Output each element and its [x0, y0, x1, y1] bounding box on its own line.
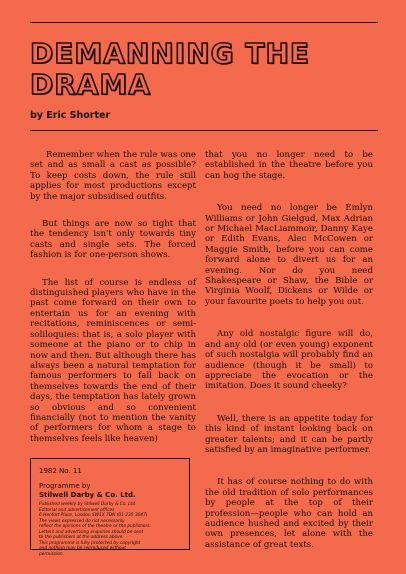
- byline-rule: [30, 130, 378, 131]
- paragraph: The list of course is endless of distinguished players who have in the past come forward on their own to entertain us for an evening with recitations, reminiscences or semi-soliloquies: that is, a solo player with someone at the piano or to chip in now and then. But although there has always been a natural temptation for famous performers to fall back on themselves towards the end of their days, the temptation has lately grown so obvious and so convenient financially (not to mention the vanity of performers for whom a stage to themselves feels like heaven): [30, 277, 196, 444]
- fine-print-line: Published weekly by Stilwell Darby & Co. Ltd.: [39, 502, 137, 507]
- fine-print-line: Letters and advertising enquiries should be sent: [39, 529, 144, 535]
- fine-print-line: to the publishers at the address above.: [39, 535, 124, 540]
- fine-print-line: Editorial and advertisement offices: [39, 507, 115, 513]
- issue-number: 1982 No. 11: [39, 467, 82, 475]
- fine-print-line: reflect the opinions of the theatre or the publishers.: [39, 524, 151, 529]
- paragraph: that you no longer need to be established in the theatre before you can hog the stage.: [205, 150, 373, 181]
- title-line-2: DRAMA: [30, 68, 152, 101]
- fine-print: [39, 502, 181, 557]
- left-column: [30, 150, 196, 461]
- title-line-1: DEMANNING THE: [30, 37, 311, 70]
- paragraph: It has of course nothing to do with the old tradition of solo performances by people at the top of their profession—people who can hold an audience hushed and excited by their own presences, let alone with the assistance of great texts.: [205, 477, 373, 550]
- paragraph: Remember when the rule was one set and as small a cast as possible? To keep costs down, the rule still applies for most productions except by the major subsidised outfits.: [30, 150, 196, 202]
- paragraph: Well, there is an appetite today for this kind of instant looking back on greater talents; and it can be partly satisfied by an imaginative performer.: [205, 413, 373, 455]
- paragraph: But things are now so tight that the tendency isn't only towards tiny casts and single sets. The forced fashion is for one-person shows.: [30, 219, 196, 261]
- paragraph: Any old nostalgic figure will do, and any old (or even young) exponent of such nostalgia will probably find an audience (though it be small) to appreciate the evocation or the imitation. Does it sound cheeky?: [205, 329, 373, 392]
- right-column: [205, 150, 373, 572]
- fine-print-line: permission.: [39, 551, 64, 557]
- top-rule: [30, 22, 378, 23]
- fine-print-line: and nothing may be reproduced without: [39, 546, 126, 551]
- imprint-box: [30, 458, 190, 557]
- fine-print-line: The views expressed do not necessarily: [39, 518, 125, 524]
- paragraph: You need no longer be Emlyn Williams or John Gielgud, Max Adrian or Michael MacLiammoir, Danny Kaye or Edith Evans, Alec McCowen or Maggie Smith, before you can come forward alone to divert us for an evening. Nor do you need Shakespeare or Shaw, the Bible or Virginia Woolf, Dickens or Wilde or your favourite poets to help you out.: [205, 203, 373, 307]
- programme-credit: [39, 482, 181, 499]
- article-title: [30, 38, 380, 100]
- programme-line-2: Stilwell Darby & Co. Ltd.: [39, 490, 136, 499]
- programme-line-1: Programme by: [39, 482, 91, 490]
- byline: by Eric Shorter: [30, 110, 111, 121]
- fine-print-line: This programme is fully protected by copyright: [39, 540, 141, 546]
- fine-print-line: 6 Henfort Place, London SW1X 7DN (01-235 3047): [39, 513, 148, 518]
